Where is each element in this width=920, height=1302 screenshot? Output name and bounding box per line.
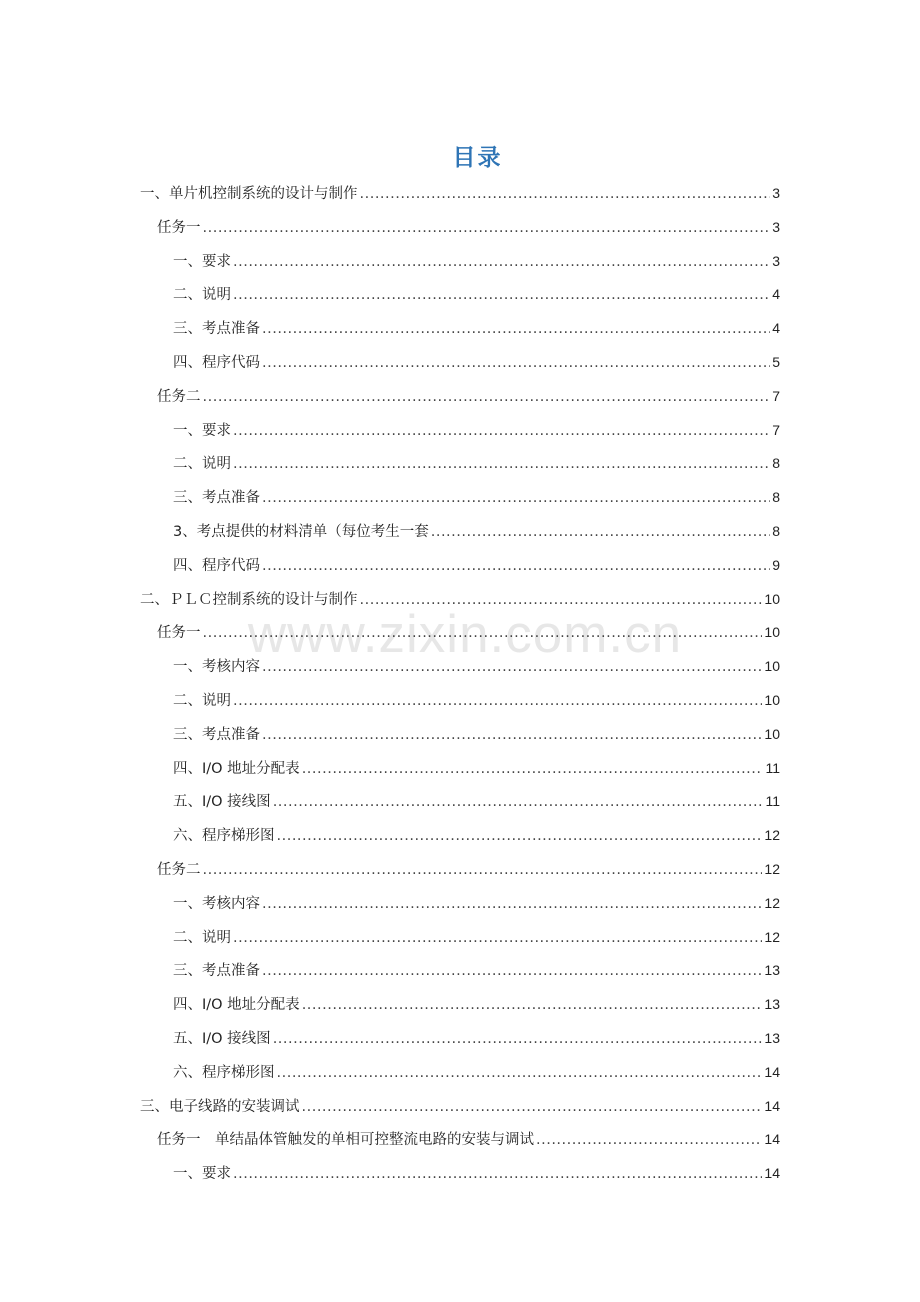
toc-entry[interactable] bbox=[173, 1162, 780, 1184]
toc-entry[interactable] bbox=[173, 892, 780, 914]
watermark: www.zixin.com.cn bbox=[247, 605, 683, 664]
toc-dot-leader bbox=[262, 893, 762, 915]
toc-dot-leader bbox=[233, 453, 770, 475]
toc-dot-leader bbox=[262, 352, 770, 374]
toc-dot-leader bbox=[302, 994, 763, 1016]
toc-entry-page-number: 10 bbox=[764, 590, 780, 607]
toc-entry[interactable] bbox=[173, 689, 780, 711]
toc-entry-label: 3、考点提供的材料清单（每位考生一套 bbox=[173, 524, 429, 540]
toc-entry-page-number: 13 bbox=[764, 996, 780, 1013]
toc-dot-leader bbox=[360, 589, 763, 611]
toc-entry[interactable] bbox=[173, 419, 780, 441]
toc-entry[interactable] bbox=[173, 993, 780, 1015]
toc-entry-label: 六、程序梯形图 bbox=[173, 1064, 275, 1081]
toc-entry[interactable] bbox=[173, 486, 780, 508]
toc-entry-page-number: 8 bbox=[772, 489, 780, 506]
toc-entry[interactable] bbox=[173, 926, 780, 948]
toc-entry-label: 三、考点准备 bbox=[173, 963, 260, 980]
toc-dot-leader bbox=[262, 318, 770, 340]
toc-entry-label: 五、I/O 接线图 bbox=[173, 1031, 271, 1047]
toc-dot-leader bbox=[233, 251, 770, 273]
toc-entry[interactable] bbox=[157, 216, 780, 238]
toc-entry-label: 四、I/O 地址分配表 bbox=[173, 997, 300, 1014]
toc-entry-label: 一、要求 bbox=[173, 253, 231, 270]
toc-dot-leader bbox=[233, 1163, 762, 1185]
toc-dot-leader bbox=[262, 555, 770, 577]
toc-entry-page-number: 14 bbox=[764, 1097, 780, 1114]
toc-entry[interactable] bbox=[173, 283, 780, 305]
toc-entry[interactable] bbox=[173, 723, 780, 745]
toc-entry[interactable] bbox=[157, 1128, 780, 1150]
toc-entry-page-number: 12 bbox=[764, 827, 780, 844]
toc-entry-label: 二、说明 bbox=[173, 287, 231, 304]
toc-entry[interactable] bbox=[157, 858, 780, 880]
toc-entry-page-number: 10 bbox=[764, 624, 780, 641]
toc-dot-leader bbox=[360, 183, 771, 205]
toc-entry[interactable] bbox=[173, 520, 780, 542]
toc-entry-page-number: 9 bbox=[772, 556, 780, 573]
toc-entry-label: 一、单片机控制系统的设计与制作 bbox=[140, 186, 358, 202]
toc-entry[interactable] bbox=[173, 250, 780, 272]
toc-entry-page-number: 10 bbox=[764, 725, 780, 742]
toc-entry-label: 任务一 bbox=[157, 219, 201, 236]
toc-title: 目录 bbox=[452, 145, 503, 171]
toc-entry-page-number: 13 bbox=[764, 962, 780, 979]
toc-entry-page-number: 11 bbox=[765, 793, 780, 810]
toc-dot-leader bbox=[273, 1028, 763, 1050]
toc-entry[interactable] bbox=[173, 317, 780, 339]
toc-entry-label: 六、程序梯形图 bbox=[173, 828, 275, 845]
toc-dot-leader bbox=[262, 656, 762, 678]
toc-dot-leader bbox=[262, 960, 762, 982]
toc-entry-page-number: 10 bbox=[764, 658, 780, 675]
toc-entry-label: 四、程序代码 bbox=[173, 557, 260, 574]
toc-entry-page-number: 11 bbox=[765, 759, 780, 776]
toc-entry[interactable] bbox=[173, 824, 780, 846]
toc-entry-label: 一、要求 bbox=[173, 422, 231, 439]
toc-entry[interactable] bbox=[173, 554, 780, 576]
toc-entry-label: 任务二 bbox=[157, 388, 201, 405]
toc-entry-page-number: 7 bbox=[772, 387, 780, 404]
toc-entry-page-number: 8 bbox=[772, 455, 780, 472]
toc-entry-label: 二、说明 bbox=[173, 693, 231, 709]
toc-entry-label: 二、说明 bbox=[173, 929, 231, 946]
toc-entry-page-number: 7 bbox=[772, 421, 780, 438]
toc-dot-leader bbox=[203, 386, 771, 408]
toc-entry[interactable] bbox=[173, 790, 780, 812]
toc-entry-label: 任务二 bbox=[157, 862, 201, 878]
toc-dot-leader bbox=[262, 487, 770, 509]
toc-dot-leader bbox=[203, 859, 763, 881]
toc-entry-page-number: 12 bbox=[764, 928, 780, 945]
toc-entry-label: 二、说明 bbox=[173, 456, 231, 473]
toc-entry[interactable] bbox=[173, 1061, 780, 1083]
toc-dot-leader bbox=[233, 927, 762, 949]
toc-dot-leader bbox=[273, 791, 764, 813]
toc-entry-page-number: 14 bbox=[764, 1131, 780, 1148]
toc-entry-label: 一、考核内容 bbox=[173, 659, 260, 676]
toc-entry-page-number: 14 bbox=[764, 1063, 780, 1080]
toc-entry-page-number: 3 bbox=[772, 185, 780, 201]
toc-entry-page-number: 3 bbox=[772, 252, 780, 269]
toc-entry-label: 任务一 单结晶体管触发的单相可控整流电路的安装与调试 bbox=[157, 1132, 534, 1149]
toc-entry[interactable] bbox=[157, 385, 780, 407]
toc-dot-leader bbox=[302, 758, 764, 780]
toc-entry[interactable] bbox=[173, 959, 780, 981]
toc-entry-label: 三、考点准备 bbox=[173, 321, 260, 338]
toc-dot-leader bbox=[203, 622, 763, 644]
toc-entry-label: 任务一 bbox=[157, 625, 201, 642]
toc-dot-leader bbox=[233, 284, 770, 306]
toc-dot-leader bbox=[262, 724, 762, 746]
toc-entry-page-number: 12 bbox=[764, 894, 780, 911]
toc-entry-page-number: 4 bbox=[772, 320, 780, 337]
toc-entry[interactable] bbox=[173, 452, 780, 474]
toc-dot-leader bbox=[233, 690, 762, 712]
toc-entry-label: 二、ＰＬＣ控制系统的设计与制作 bbox=[140, 591, 358, 608]
toc-dot-leader bbox=[536, 1129, 762, 1151]
toc-entry-page-number: 14 bbox=[764, 1165, 780, 1182]
toc-entry-label: 一、考核内容 bbox=[173, 895, 260, 912]
toc-dot-leader bbox=[277, 1062, 763, 1084]
toc-entry-label: 三、考点准备 bbox=[173, 726, 260, 743]
toc-entry[interactable] bbox=[173, 1027, 780, 1049]
toc-entry-page-number: 12 bbox=[764, 861, 780, 877]
toc-entry-page-number: 4 bbox=[772, 286, 780, 303]
toc-entry-page-number: 3 bbox=[772, 218, 780, 235]
toc-entry[interactable] bbox=[140, 1095, 780, 1117]
toc-entry[interactable] bbox=[140, 588, 780, 610]
toc-dot-leader bbox=[277, 825, 763, 847]
toc-entry-label: 一、要求 bbox=[173, 1166, 231, 1183]
toc-entry[interactable] bbox=[140, 182, 780, 204]
toc-dot-leader bbox=[302, 1096, 763, 1118]
toc-entry[interactable] bbox=[173, 757, 780, 779]
toc-entry[interactable] bbox=[157, 621, 780, 643]
toc-entry-label: 五、I/O 接线图 bbox=[173, 794, 271, 811]
toc-entry-page-number: 10 bbox=[764, 692, 780, 708]
toc-entry-label: 三、考点准备 bbox=[173, 490, 260, 507]
toc-entry-page-number: 13 bbox=[764, 1030, 780, 1046]
toc-entry-label: 四、程序代码 bbox=[173, 355, 260, 371]
toc-dot-leader bbox=[233, 420, 770, 442]
toc-entry-label: 四、I/O 地址分配表 bbox=[173, 760, 300, 777]
toc-entry[interactable] bbox=[173, 655, 780, 677]
toc-entry[interactable] bbox=[173, 351, 780, 373]
toc-entry-label: 三、电子线路的安装调试 bbox=[140, 1098, 300, 1115]
toc-dot-leader bbox=[203, 217, 771, 239]
toc-dot-leader bbox=[431, 521, 770, 543]
toc-entry-page-number: 8 bbox=[772, 523, 780, 539]
toc-entry-page-number: 5 bbox=[772, 354, 780, 370]
